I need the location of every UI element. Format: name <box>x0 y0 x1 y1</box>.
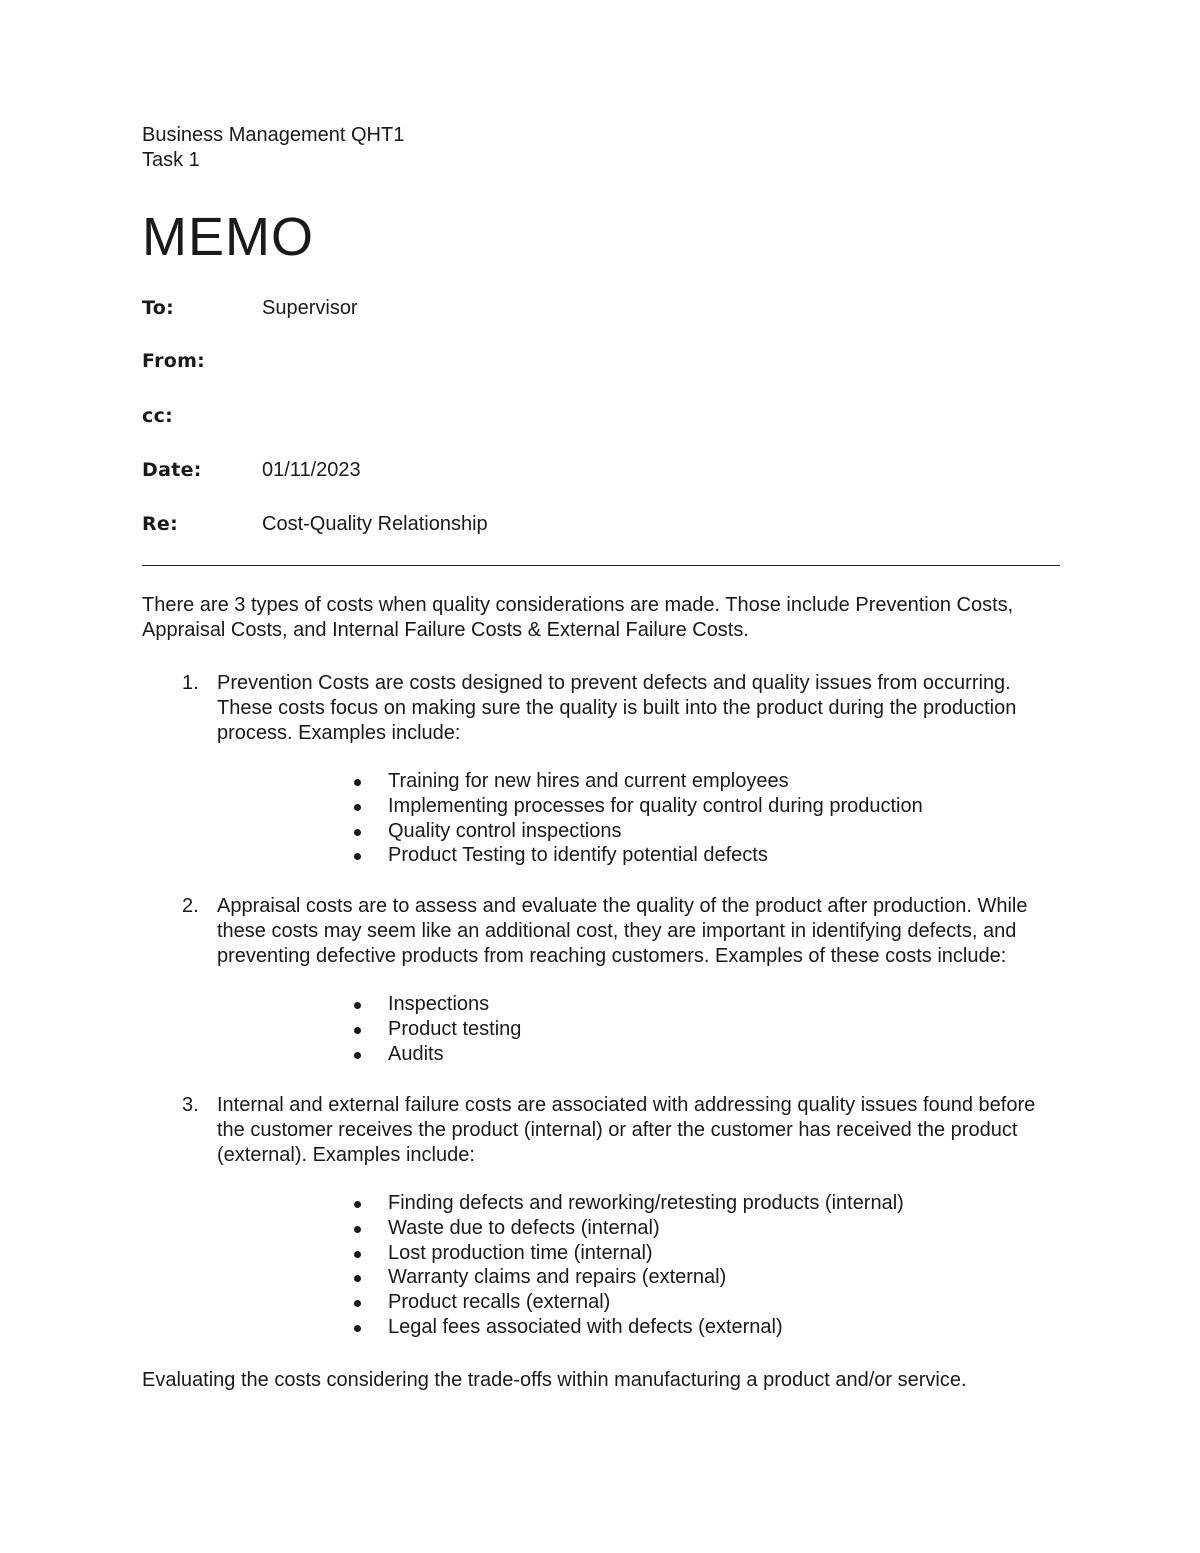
bullet-icon <box>354 1002 361 1009</box>
list-item-text: Prevention Costs are costs designed to prevent defects and quality issues from occurring. These costs focus on making sure the quality is built into the product during the production process. Examples include: <box>217 672 1017 744</box>
date-row <box>142 457 1062 483</box>
bullet-list <box>142 992 1062 1066</box>
bullet-icon <box>354 779 361 786</box>
bullet-icon <box>354 1201 361 1208</box>
to-value: Supervisor <box>262 297 358 319</box>
re-label: Re: <box>142 513 179 535</box>
bullet-text: Waste due to defects (internal) <box>388 1216 660 1239</box>
to-label: To: <box>142 297 174 319</box>
bullet-text: Lost production time (internal) <box>388 1241 653 1264</box>
intro-paragraph: There are 3 types of costs when quality considerations are made. Those include Prevention Costs, Appraisal Costs, and Internal Failure Costs & External Failure Costs. <box>142 594 1014 641</box>
bullet-icon <box>354 1027 361 1034</box>
re-value: Cost-Quality Relationship <box>262 513 488 535</box>
re-row <box>142 511 1062 537</box>
cc-label: cc: <box>142 405 174 427</box>
bullet-text: Quality control inspections <box>388 819 622 842</box>
date-label: Date: <box>142 459 202 481</box>
to-row <box>142 295 1062 321</box>
bullet-icon <box>354 1325 361 1332</box>
bullet-list <box>142 769 1062 868</box>
bullet-icon <box>354 1300 361 1307</box>
course-title: Business Management QHT1 <box>142 124 405 146</box>
from-label: From: <box>142 350 206 372</box>
bullet-icon <box>354 804 361 811</box>
bullet-icon <box>354 1052 361 1059</box>
list-item-text: Appraisal costs are to assess and evaluate the quality of the product after production. While these costs may seem like an additional cost, they are important in identifying defects, and preventing defective products from reaching customers. Examples of these costs include: <box>217 895 1028 967</box>
bullet-icon <box>354 1275 361 1282</box>
bullet-text: Legal fees associated with defects (external) <box>388 1315 783 1338</box>
bullet-text: Finding defects and reworking/retesting products (internal) <box>388 1192 904 1214</box>
bullet-list <box>142 1191 1062 1340</box>
list-number: 3. <box>182 1094 199 1116</box>
bullet-item <box>142 1042 1062 1067</box>
bullet-text: Implementing processes for quality control during production <box>388 794 923 817</box>
bullet-item <box>142 843 1062 868</box>
bullet-text: Product Testing to identify potential defects <box>388 844 768 867</box>
cc-row <box>142 403 1062 429</box>
bullet-item <box>142 794 1062 819</box>
bullet-text: Training for new hires and current employees <box>388 770 789 792</box>
bullet-text: Warranty claims and repairs (external) <box>388 1266 727 1289</box>
task-label: Task 1 <box>142 149 200 171</box>
bullet-text: Product testing <box>388 1017 522 1040</box>
date-value: 01/11/2023 <box>262 459 361 481</box>
from-row <box>142 348 1062 374</box>
list-item-text: Internal and external failure costs are associated with addressing quality issues found before the customer receives the product (internal) or after the customer has received the product (external). Examples include: <box>217 1094 1036 1166</box>
bullet-icon <box>354 1226 361 1233</box>
bullet-item <box>142 1017 1062 1042</box>
closing-paragraph: Evaluating the costs considering the trade-offs within manufacturing a product and/or service. <box>142 1369 967 1391</box>
list-number: 1. <box>182 672 199 694</box>
list-number: 2. <box>182 895 199 917</box>
bullet-item <box>142 1241 1062 1266</box>
bullet-item <box>142 769 1062 794</box>
bullet-item <box>142 1290 1062 1315</box>
bullet-text: Audits <box>388 1042 444 1065</box>
header-divider <box>142 565 1060 566</box>
memo-title: MEMO <box>142 207 314 267</box>
bullet-text: Product recalls (external) <box>388 1291 611 1314</box>
bullet-item <box>142 819 1062 844</box>
bullet-item <box>142 992 1062 1017</box>
bullet-text: Inspections <box>388 993 490 1015</box>
bullet-icon <box>354 853 361 860</box>
bullet-item <box>142 1216 1062 1241</box>
bullet-icon <box>354 829 361 836</box>
bullet-item <box>142 1315 1062 1340</box>
bullet-item <box>142 1265 1062 1290</box>
bullet-icon <box>354 1251 361 1258</box>
bullet-item <box>142 1191 1062 1216</box>
